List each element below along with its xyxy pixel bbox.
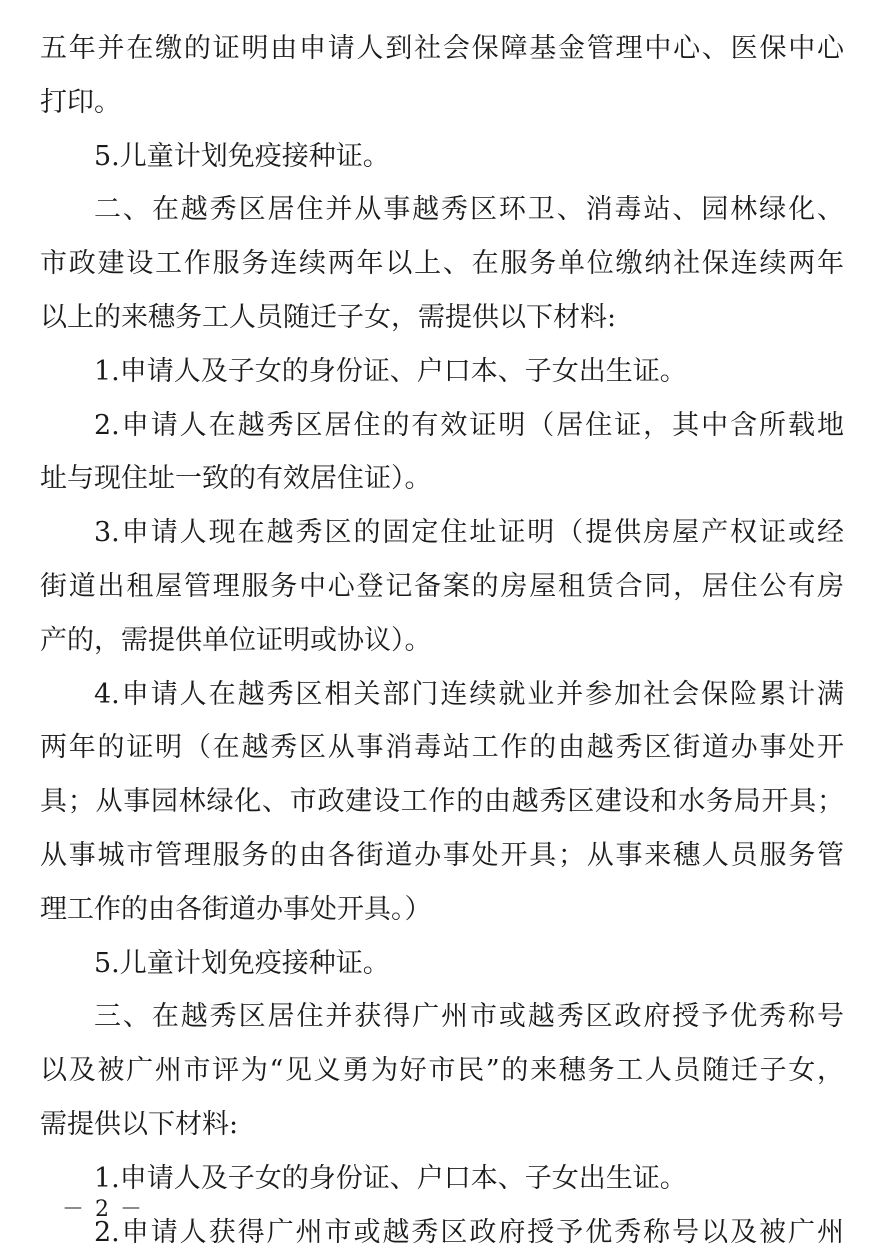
- text-line: 产的，需提供单位证明或协议）。: [40, 624, 432, 656]
- text-line: 2.申请人获得广州市或越秀区政府授予优秀称号以及被广州: [94, 1216, 844, 1248]
- text-line: 址与现住址一致的有效居住证）。: [40, 463, 432, 495]
- text-line: 街道出租屋管理服务中心登记备案的房屋租赁合同，居住公有房: [40, 570, 844, 602]
- text-line: 从事城市管理服务的由各街道办事处开具；从事来穗人员服务管: [40, 839, 844, 871]
- text-line: 1.申请人及子女的身份证、户口本、子女出生证。: [94, 355, 687, 387]
- text-line: 两年的证明（在越秀区从事消毒站工作的由越秀区街道办事处开: [40, 732, 844, 764]
- text-line: 五年并在缴的证明由申请人到社会保障基金管理中心、医保中心: [40, 33, 844, 64]
- text-line: 2.申请人在越秀区居住的有效证明（居住证，其中含所载地: [94, 409, 844, 441]
- text-line: 具；从事园林绿化、市政建设工作的由越秀区建设和水务局开具；: [40, 786, 844, 818]
- text-line: 二、在越秀区居住并从事越秀区环卫、消毒站、园林绿化、: [94, 194, 844, 226]
- text-line: 以上的来穗务工人员随迁子女，需提供以下材料:: [40, 301, 617, 333]
- text-line: 3.申请人现在越秀区的固定住址证明（提供房屋产权证或经: [94, 517, 844, 549]
- text-line: 以及被广州市评为“见义勇为好市民”的来穗务工人员随迁子女，: [40, 1055, 844, 1087]
- text-line: 5.儿童计划免疫接种证。: [94, 140, 390, 172]
- text-line: 理工作的由各街道办事处开具。）: [40, 893, 432, 925]
- page-number: － 2 －: [62, 1197, 144, 1222]
- text-line: 5.儿童计划免疫接种证。: [94, 947, 390, 979]
- text-line: 1.申请人及子女的身份证、户口本、子女出生证。: [94, 1162, 687, 1194]
- text-line: 4.申请人在越秀区相关部门连续就业并参加社会保险累计满: [94, 678, 844, 710]
- text-line: 三、在越秀区居住并获得广州市或越秀区政府授予优秀称号: [94, 1001, 844, 1033]
- text-line: 市政建设工作服务连续两年以上、在服务单位缴纳社保连续两年: [40, 248, 844, 280]
- text-line: 需提供以下材料:: [40, 1108, 239, 1140]
- body-text: [40, 22, 844, 1259]
- text-line: 打印。: [40, 86, 121, 118]
